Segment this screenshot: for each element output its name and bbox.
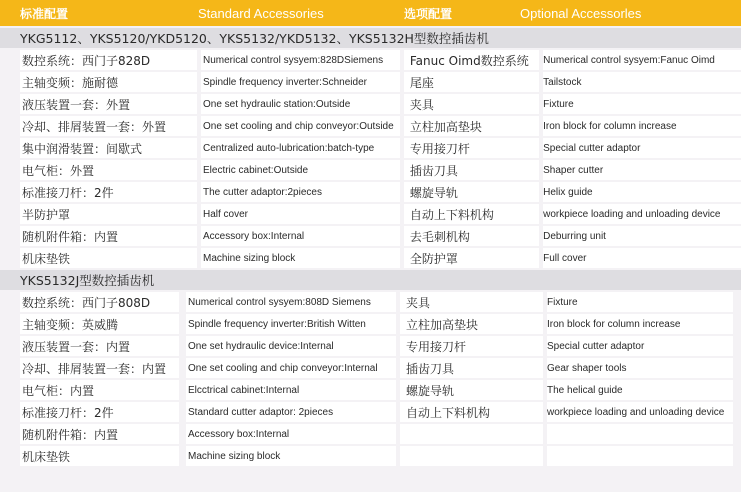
table-row <box>0 160 741 180</box>
standard-cn-cell: 冷却、排屑装置一套：内置 <box>20 358 179 378</box>
optional-en-cell: Shaper cutter <box>543 160 741 180</box>
optional-cn-cell: 专用接刀杆 <box>400 336 543 356</box>
table-row <box>0 182 741 202</box>
section-2-rows <box>0 292 741 466</box>
standard-en-cell: One set cooling and chip conveyor:Internal <box>186 358 396 378</box>
table-row <box>0 204 741 224</box>
standard-cn-cell: 半防护罩 <box>20 204 197 224</box>
standard-en-cell: Numerical control sysyem:828DSiemens <box>201 50 400 70</box>
optional-cn-cell: 插齿刀具 <box>404 160 539 180</box>
table-row <box>0 50 741 70</box>
optional-en-cell: The helical guide <box>547 380 733 400</box>
optional-en-cell: Deburring unit <box>543 226 741 246</box>
table-row <box>0 72 741 92</box>
standard-en-cell: One set cooling and chip conveyor:Outside <box>201 116 400 136</box>
standard-en-cell: The cutter adaptor:2pieces <box>201 182 400 202</box>
standard-cn-cell: 机床垫铁 <box>20 446 179 466</box>
optional-en-cell: Special cutter adaptor <box>547 336 733 356</box>
standard-cn-cell: 数控系统：西门子828D <box>20 50 197 70</box>
optional-en-cell: Helix guide <box>543 182 741 202</box>
table-row <box>0 94 741 114</box>
standard-cn-cell: 随机附件箱：内置 <box>20 424 179 444</box>
optional-en-cell: Iron block for column increase <box>543 116 741 136</box>
standard-cn-cell: 主轴变频：英威腾 <box>20 314 179 334</box>
optional-cn-cell: 全防护罩 <box>404 248 539 268</box>
optional-en-cell: Fixture <box>547 292 733 312</box>
standard-en-cell: Centralized auto-lubrication:batch-type <box>201 138 400 158</box>
optional-cn-cell: 自动上下料机构 <box>404 204 539 224</box>
optional-cn-cell: 夹具 <box>404 94 539 114</box>
table-row <box>0 226 741 246</box>
optional-en-cell <box>547 424 733 444</box>
optional-cn-cell: 立柱加高垫块 <box>400 314 543 334</box>
table-row <box>0 116 741 136</box>
table-row <box>0 292 741 312</box>
standard-en-cell: One set hydraulic station:Outside <box>201 94 400 114</box>
section-title-1: YKG5112、YKS5120/YKD5120、YKS5132/YKD5132、YKS5132H型数控插齿机 <box>0 28 741 48</box>
table-row <box>0 248 741 268</box>
standard-en-cell: Standard cutter adaptor: 2pieces <box>186 402 396 422</box>
standard-en-cell: Elcctrical cabinet:Internal <box>186 380 396 400</box>
optional-cn-cell <box>400 446 543 466</box>
standard-cn-cell: 液压装置一套：外置 <box>20 94 197 114</box>
standard-en-cell: Machine sizing block <box>201 248 400 268</box>
table-row <box>0 138 741 158</box>
accessories-table <box>0 28 741 468</box>
standard-en-cell: Machine sizing block <box>186 446 396 466</box>
standard-en-cell: Electric cabinet:Outside <box>201 160 400 180</box>
standard-en-cell: Accessory box:Internal <box>201 226 400 246</box>
standard-cn-cell: 集中润滑装置：间歇式 <box>20 138 197 158</box>
optional-en-cell: Gear shaper tools <box>547 358 733 378</box>
table-row <box>0 402 741 422</box>
optional-cn-cell: 螺旋导轨 <box>404 182 539 202</box>
optional-cn-cell: 螺旋导轨 <box>400 380 543 400</box>
standard-cn-cell: 电气柜：外置 <box>20 160 197 180</box>
header-optional-cn: 选项配置 <box>390 0 520 26</box>
optional-en-cell: workpiece loading and unloading device <box>547 402 733 422</box>
table-row <box>0 424 741 444</box>
header-standard-en: Standard Accessories <box>190 0 390 26</box>
optional-en-cell: workpiece loading and unloading device <box>543 204 741 224</box>
optional-cn-cell: 插齿刀具 <box>400 358 543 378</box>
standard-en-cell: Spindle frequency inverter:British Witten <box>186 314 396 334</box>
optional-cn-cell <box>400 424 543 444</box>
standard-cn-cell: 标准接刀杆：2件 <box>20 402 179 422</box>
standard-cn-cell: 标准接刀杆：2件 <box>20 182 197 202</box>
optional-cn-cell: 去毛刺机构 <box>404 226 539 246</box>
header-standard-cn: 标准配置 <box>0 0 190 26</box>
standard-en-cell: Half cover <box>201 204 400 224</box>
table-row <box>0 336 741 356</box>
optional-cn-cell: 尾座 <box>404 72 539 92</box>
optional-en-cell: Full cover <box>543 248 741 268</box>
optional-cn-cell: 自动上下料机构 <box>400 402 543 422</box>
standard-cn-cell: 数控系统：西门子808D <box>20 292 179 312</box>
table-row <box>0 358 741 378</box>
optional-cn-cell: Fanuc Oimd数控系统 <box>404 50 539 70</box>
optional-cn-cell: 立柱加高垫块 <box>404 116 539 136</box>
section-title-2: YKS5132J型数控插齿机 <box>0 270 741 290</box>
table-row <box>0 380 741 400</box>
standard-cn-cell: 冷却、排屑装置一套：外置 <box>20 116 197 136</box>
standard-cn-cell: 机床垫铁 <box>20 248 197 268</box>
standard-cn-cell: 液压装置一套：内置 <box>20 336 179 356</box>
optional-en-cell: Fixture <box>543 94 741 114</box>
optional-en-cell: Numerical control sysyem:Fanuc Oimd <box>543 50 741 70</box>
optional-cn-cell: 专用接刀杆 <box>404 138 539 158</box>
standard-en-cell: Spindle frequency inverter:Schneider <box>201 72 400 92</box>
table-row <box>0 446 741 466</box>
optional-en-cell: Tailstock <box>543 72 741 92</box>
header-optional-en: Optional Accessorles <box>520 0 741 26</box>
standard-cn-cell: 电气柜：内置 <box>20 380 179 400</box>
table-header <box>0 0 741 26</box>
optional-en-cell <box>547 446 733 466</box>
standard-cn-cell: 主轴变频：施耐德 <box>20 72 197 92</box>
standard-en-cell: One set hydraulic device:Internal <box>186 336 396 356</box>
table-row <box>0 314 741 334</box>
section-1-rows <box>0 50 741 268</box>
optional-cn-cell: 夹具 <box>400 292 543 312</box>
standard-en-cell: Accessory box:Internal <box>186 424 396 444</box>
standard-cn-cell: 随机附件箱：内置 <box>20 226 197 246</box>
optional-en-cell: Special cutter adaptor <box>543 138 741 158</box>
standard-en-cell: Numerical control sysyem:808D Siemens <box>186 292 396 312</box>
optional-en-cell: Iron block for column increase <box>547 314 733 334</box>
